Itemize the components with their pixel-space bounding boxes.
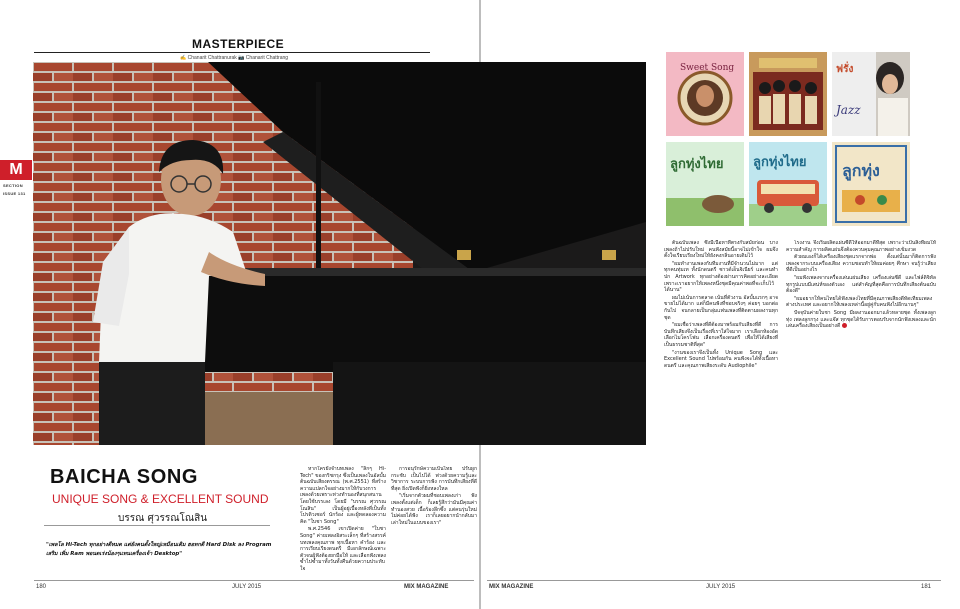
- article-standfirst: "เพลโล Hi-Tech ทุกอย่างดีหมด แต่ยังคนตั้งใหญ่เหมือนเดิม ฮอทกดี Hard Disk ลง Program เสริม เพิ่ม Ram พอนดเร่งน้องๆแทนเครื่องเจ้า Desktop": [46, 542, 272, 557]
- tab-section-label: SECTION: [3, 183, 23, 188]
- section-title: MASTERPIECE: [192, 37, 285, 51]
- left-date: JULY 2015: [232, 584, 262, 590]
- article-paragraph: "ผมฟังเพลงจากเครื่องเล่นแผ่นเสียง เครื่องเล่นซีดี และไฟล์ดิจิทัล ทุกรูปแบบมีเสน่ห์ของตัวเอง แต่สำคัญที่สุดคือการบันทึกเสียงต้นฉบับต้องดี": [786, 274, 936, 295]
- article-paragraph: พ.ศ.2546 เขาเปิดค่าย "ใบชา Song" ค่ายเพลงอิสระเล็กๆ ที่สร้างสรรค์บทเพลงคุณภาพ ทุกเนื้อหา คำร้อง และการเรียบเรียงดนตรี มีเอกลักษณ์เฉพาะตัวจนผู้ฟังต้องยกมือให้ และเลือกฟังเพลงซ้ำไปซ้ำมาทั้งวันทั้งคืนด้วยความประทับใจ: [300, 526, 386, 572]
- album-4-title: ลูกทุ่งไทย: [670, 157, 724, 172]
- text-column-4: [786, 240, 936, 574]
- left-magazine-name: MIX MAGAZINE: [404, 584, 449, 590]
- article-paragraph: "ผมเชื่อว่าเพลงที่ดีต้องมาพร้อมกับเสียงที่ดี การบันทึกเสียงจึงเป็นเรื่องที่เราใส่ใจมาก เราเลือกห้องอัด เลือกไมโครโฟน เลือกเครื่องดนตรี เพื่อให้ได้เสียงที่เป็นธรรมชาติที่สุด": [664, 322, 778, 348]
- right-page-number: 181: [921, 584, 932, 590]
- album-cover-4: [666, 142, 744, 226]
- article-paragraph: ปัจจุบันค่ายใบชา Song มีผลงานออกมาแล้วหลายชุด ทั้งเพลงลูกทุ่ง เพลงลูกกรุง และแจ๊ส ทุกชุดได้รับการตอบรับจากนักฟังเพลงและนักเล่นเครื่องเสียงเป็นอย่างดี: [786, 309, 936, 330]
- article-paragraph: "ผมทำงานเพลงกับทีมงานที่มีจำนวนไม่มาก แต่ทุกคนทุ่มเท ทั้งนักดนตรี ซาวด์เอ็นจิเนียร์ และคนทำปก Artwork ทุกอย่างต้องผ่านการคิดอย่างละเอียด เพราะเราอยากให้เพลงหนึ่งชุดมีคุณค่าพอที่จะเก็บไว้ได้นาน": [664, 260, 778, 294]
- right-date: JULY 2015: [706, 584, 736, 590]
- header-rule: [34, 52, 430, 53]
- album-3-title: Jazz: [836, 103, 861, 117]
- tab-letter: M: [0, 160, 32, 180]
- end-mark-dot-icon: [842, 323, 847, 328]
- article-paragraph: ต้นฉบับเพลง ซึ่งมีเนื้อหาที่ตรงกับสมัยก่อน บางเพลงถ้าไม่ปรับใหม่ คนฟังสมัยนี้อาจไม่เข้าใจ ผมจึงตั้งใจเรียบเรียงใหม่ให้ยังคงกลิ่นอายเดิมไว้: [664, 240, 778, 260]
- right-magazine-name: MIX MAGAZINE: [489, 584, 534, 590]
- photo-credits: ✍ Chanarit Chattranurak 📷 Chanarit Chattrang: [180, 55, 289, 61]
- album-cover-2: [749, 52, 827, 136]
- musician-at-piano-photo: [33, 62, 646, 445]
- article-author: บรรณ ศุวรรณโณสิน: [118, 513, 208, 524]
- text-column-3: [664, 240, 778, 574]
- article-paragraph: ผมไม่เน้นการตลาด เน้นที่ตัวงาน อัลบั้มแรกๆ อาจขายไม่ได้มาก แต่ก็มีคนฟังที่ชอบจริงๆ ค่อยๆ บอกต่อกันไป จนกลายเป็นกลุ่มแฟนเพลงที่ติดตามผลงานทุกชุด: [664, 294, 778, 321]
- tab-issue-label: ISSUE 131: [3, 191, 26, 196]
- album-6-title: ลูกทุ่ง: [842, 161, 880, 180]
- album-cover-6: [832, 142, 910, 226]
- title-rule: [44, 525, 270, 526]
- article-paragraph: "งานของเราจึงเป็นทั้ง Unique Song และ Excellent Sound ไปพร้อมกัน คนฟังจะได้ทั้งเนื้อหาดนตรี และคุณภาพเสียงระดับ Audiophile": [664, 349, 778, 369]
- side-tab: [0, 160, 32, 196]
- article-paragraph: โรงงาน จึงเริ่มผลิตแผ่นซีดีให้ออกมาดีที่สุด เพราะว่าเป็นสิ่งที่ผมให้ความสำคัญ การผลิตแผ่นจึงต้องควบคุมคุณภาพอย่างเข้มงวด: [786, 240, 936, 253]
- text-column-2: [391, 466, 477, 574]
- left-page-number: 180: [36, 584, 47, 590]
- article-paragraph: การอนุรักษ์ความเป็นไทย ปรับผูกกระชับ เป็นไปได้ พ่วงด้วยความรู้และวิชาการ ระบบการฟัง การบันทึกเสียงที่ดีที่สุด ยิ่งเปิดฟังก็ยิ่งหลงใหล: [391, 466, 477, 492]
- text-column-1: [300, 466, 386, 574]
- album-cover-1: [666, 52, 744, 136]
- article-title: BAICHA SONG: [50, 466, 199, 488]
- album-cover-5: [749, 142, 827, 226]
- article-paragraph: หากใครยังจำบทเพลง "ลิกๆ Hi-Tech" ของกริชกรุง ซึ่งเป็นเพลงในอัลบั้ม ต้นฉบับเสียงตรรณ (พ.ศ.2551) ที่สร้างความแปลกใจอย่างมากให้กับวงการเพลงด้วยเพราะท่วงทำนองที่สนุกสนาน โดยใช้บรรเลง โดยมี "บรรณ ศุวรรณโณสิน" เป็นผู้อยู่เบื้องหลังที่เป็นทั้งโปรดิวเซอร์ นักร้อง และผู้ทดลองความคิด "ใบชา Song": [300, 466, 386, 525]
- album-5-title: ลูกทุ่งไทย: [753, 155, 807, 170]
- article-paragraph: "ผมอยากให้คนไทยได้ฟังเพลงไทยที่มีคุณภาพเสียงดีทัดเทียมเพลงต่างประเทศ และอยากให้เพลงเหล่านี้อยู่คู่กับคนฟังไปอีกนานๆ": [786, 295, 933, 309]
- article-subtitle: UNIQUE SONG & EXCELLENT SOUND: [52, 492, 269, 506]
- footer-rule-left: [34, 580, 474, 581]
- article-paragraph: "เริ่มจากตัวผมที่ชอบเพลงเก่า ฟังเพลงตั้งแต่เด็ก ก็เลยรู้สึกว่ามันมีคุณค่า ทำนองสวย เนื้อร้องลึกซึ้ง แต่คนรุ่นใหม่ไม่ค่อยได้ฟัง เราก็เลยอยากนำกลับมาเล่าใหม่ในแบบของเรา": [391, 493, 477, 526]
- album-cover-3: [832, 52, 910, 136]
- album-1-title: Sweet Song: [680, 63, 735, 73]
- article-paragraph: ตัวผมเองก็ได้เครื่องเสียงชุดแรกจากพ่อ ตั้งแต่นั้นมาก็ติดการฟังเพลงจากระบบเครื่องเสียง ความชอบทำให้ผมค่อยๆ ศึกษา จนรู้ว่าเสียงที่ดีเป็นอย่างไร: [786, 254, 936, 274]
- footer-rule-right: [487, 580, 941, 581]
- svg-text:ฟรั่ง: ฟรั่ง: [836, 64, 854, 75]
